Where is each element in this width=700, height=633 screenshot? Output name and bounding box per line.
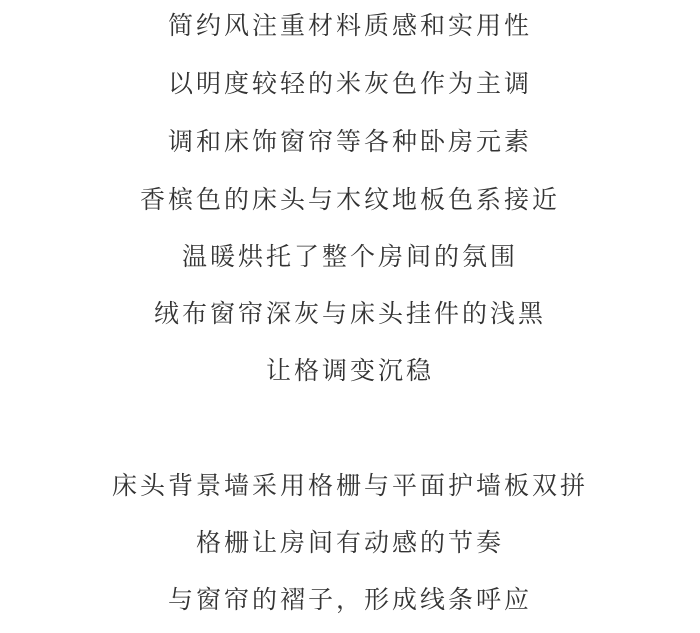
text-line: 与窗帘的褶子，形成线条呼应 bbox=[167, 585, 532, 614]
text-line: 温暖烘托了整个房间的氛围 bbox=[181, 242, 518, 271]
text-line: 床头背景墙采用格栅与平面护墙板双拼 bbox=[111, 471, 588, 500]
text-line: 格栅让房间有动感的节奏 bbox=[195, 528, 504, 557]
text-line: 以明度较轻的米灰色作为主调 bbox=[167, 69, 532, 98]
text-line: 绒布窗帘深灰与床头挂件的浅黑 bbox=[153, 299, 546, 328]
text-line: 简约风注重材料质感和实用性 bbox=[167, 11, 532, 40]
text-line: 让格调变沉稳 bbox=[265, 356, 434, 385]
text-line: 香槟色的床头与木纹地板色系接近 bbox=[139, 185, 560, 214]
text-line: 调和床饰窗帘等各种卧房元素 bbox=[167, 127, 532, 156]
